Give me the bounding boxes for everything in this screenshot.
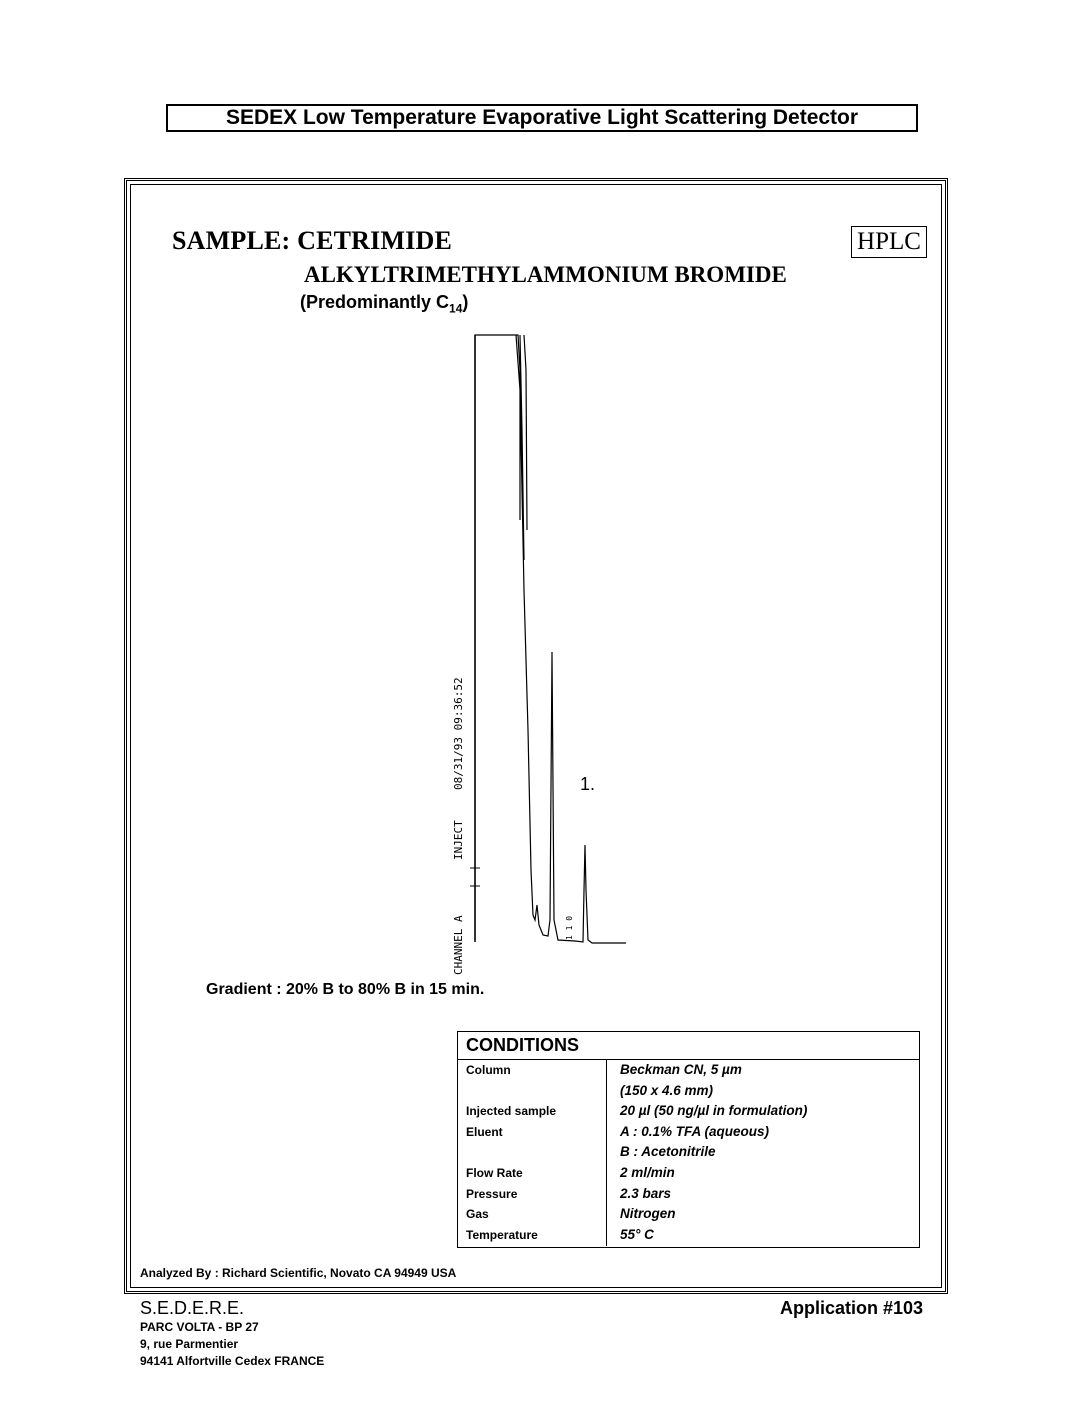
analyzed-by: Analyzed By : Richard Scientific, Novato CA 94949 USA (140, 1266, 457, 1280)
condition-label: Temperature (466, 1227, 538, 1242)
condition-value: A : 0.1% TFA (aqueous) (620, 1123, 770, 1139)
peak-label: 1. (580, 774, 596, 794)
channel-label: CHANNEL A (452, 915, 465, 975)
document-header: SEDEX Low Temperature Evaporative Light Scattering Detector (166, 104, 918, 132)
chromatogram-trace (475, 335, 626, 943)
condition-value: B : Acetonitrile (620, 1144, 716, 1160)
table-row (458, 1060, 919, 1081)
address-line: 9, rue Parmentier (140, 1337, 239, 1351)
conditions-heading: CONDITIONS (458, 1032, 919, 1060)
sample-note-suffix: ) (462, 292, 469, 312)
condition-value: 20 µl (50 ng/µl in formulation) (620, 1103, 808, 1119)
condition-value: (150 x 4.6 mm) (620, 1082, 714, 1098)
condition-label: Pressure (466, 1186, 518, 1201)
table-row (458, 1184, 919, 1205)
condition-label (458, 1142, 606, 1163)
condition-label: Injected sample (466, 1104, 557, 1119)
condition-value: 55° C (620, 1226, 654, 1242)
chromatogram (440, 330, 640, 980)
condition-label: Flow Rate (466, 1165, 523, 1180)
table-row (458, 1142, 919, 1163)
gradient-description: Gradient : 20% B to 80% B in 15 min. (206, 981, 485, 998)
conditions-divider (606, 1060, 607, 1246)
condition-label: Gas (466, 1207, 489, 1222)
condition-label: Column (466, 1063, 511, 1077)
application-number: Application #103 (780, 1298, 924, 1318)
address-line: PARC VOLTA - BP 27 (140, 1320, 259, 1334)
conditions-table (457, 1031, 920, 1248)
inject-label: INJECT (452, 820, 465, 860)
table-row (458, 1122, 919, 1143)
condition-value: Beckman CN, 5 µm (620, 1062, 742, 1077)
sample-note (300, 292, 468, 316)
table-row (458, 1081, 919, 1102)
sample-note-prefix: (Predominantly C (300, 292, 450, 312)
hplc-badge: HPLC (851, 226, 927, 258)
timestamp-label: 08/31/93 09:36:52 (452, 677, 465, 790)
condition-label (458, 1081, 606, 1102)
sample-subtitle: ALKYLTRIMETHYLAMMONIUM BROMIDE (304, 262, 787, 287)
table-row (458, 1101, 919, 1122)
sample-note-subscript: 14 (449, 301, 463, 316)
company-name: S.E.D.E.R.E. (140, 1298, 245, 1318)
condition-value: 2 ml/min (620, 1164, 675, 1180)
table-row (458, 1225, 919, 1246)
table-row (458, 1204, 919, 1225)
small-peak-label: 1 1 0 (565, 915, 574, 940)
address-line: 94141 Alfortville Cedex FRANCE (140, 1354, 325, 1368)
condition-label: Eluent (466, 1124, 503, 1139)
table-row (458, 1163, 919, 1184)
condition-value: Nitrogen (620, 1206, 676, 1222)
sample-title: SAMPLE: CETRIMIDE (172, 226, 453, 255)
condition-value: 2.3 bars (620, 1185, 672, 1201)
conditions-body (458, 1060, 919, 1246)
